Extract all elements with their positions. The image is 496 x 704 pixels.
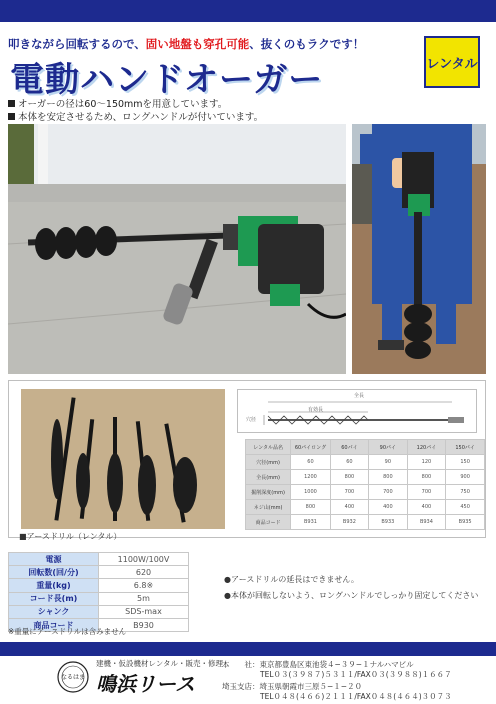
tagline-highlight: 固い地盤も穿孔可能 (145, 37, 250, 51)
table-cell: B932 (330, 515, 368, 530)
table-header-cell: 150パイ (446, 440, 485, 455)
table-cell: B933 (369, 515, 407, 530)
drill-bits-illustration (21, 389, 225, 529)
office-saitama (222, 682, 452, 702)
office-phone: TEL０３(３９８７)５３１１/FAX０３(３９８８)１６６７ (260, 670, 452, 679)
table-cell: 800 (330, 470, 368, 485)
company-name: 鳴浜リース (96, 672, 195, 696)
table-header-cell: 120パイ (407, 440, 446, 455)
table-row (246, 485, 485, 500)
spec-row (9, 579, 189, 592)
square-bullet-icon (8, 100, 15, 107)
spec-value: 620 (99, 566, 189, 579)
table-header-cell: レンタル品名 (246, 440, 291, 455)
usage-notes (224, 572, 478, 604)
table-cell: 400 (330, 500, 368, 515)
worker-photo (352, 124, 486, 374)
table-row (246, 500, 485, 515)
spec-value: B930 (99, 618, 189, 631)
product-photo-auger (8, 124, 346, 374)
spec-value: 5m (99, 592, 189, 605)
table-cell: 900 (446, 470, 485, 485)
table-cell: 60 (291, 455, 330, 470)
footer-color-band (0, 642, 496, 656)
drill-info-panel (8, 380, 486, 541)
spec-row (9, 605, 189, 618)
spec-key: 電源 (9, 553, 99, 566)
rental-badge: レンタル (424, 36, 480, 88)
table-cell: 400 (407, 500, 446, 515)
row-label: 商品コード (246, 515, 291, 530)
diameter-label: 穴径 (246, 417, 257, 423)
row-label: 掘削深度(mm) (246, 485, 291, 500)
office-label: 本 社： (222, 660, 260, 669)
logo-text: なるはま (60, 674, 85, 681)
row-label: ネジ山(mm) (246, 500, 291, 515)
table-cell: 800 (291, 500, 330, 515)
bullet-text: 本体を安定させるため、ロングハンドルが付いています。 (18, 112, 264, 123)
row-label: 全長(mm) (246, 470, 291, 485)
row-label: 穴径(mm) (246, 455, 291, 470)
spec-row (9, 592, 189, 605)
feature-bullets (8, 98, 263, 124)
top-color-band (0, 0, 496, 22)
table-header-row (246, 440, 485, 455)
table-header-cell: 90パイ (369, 440, 407, 455)
tagline-part-2: 、抜くのもラクです！ (249, 37, 365, 51)
table-cell: 1200 (291, 470, 330, 485)
table-cell: 60 (330, 455, 368, 470)
bullet-item (8, 98, 263, 111)
worker-illustration (352, 124, 486, 374)
table-cell: 800 (407, 470, 446, 485)
earth-drill-photo (21, 389, 225, 529)
note-text: アースドリルの延長はできません。 (230, 575, 359, 584)
table-cell: 450 (446, 500, 485, 515)
office-address: 埼玉県朝霞市三原５−１−２０ (259, 682, 363, 691)
table-cell: 120 (407, 455, 446, 470)
tagline-part-1: 叩きながら回転するので、 (8, 37, 146, 51)
spec-key: 回転数(回/分) (9, 566, 99, 579)
table-cell: B935 (446, 515, 485, 530)
note-item: ●アースドリルの延長はできません。 (224, 575, 359, 584)
table-cell: 400 (369, 500, 407, 515)
table-cell: 700 (369, 485, 407, 500)
note-item: ●本体が回転しないよう、ロングハンドルでしっかり固定してください (224, 591, 479, 600)
main-spec-table (8, 552, 189, 632)
table-cell: B934 (407, 515, 446, 530)
table-row (246, 470, 485, 485)
spec-key: シャンク (9, 605, 99, 618)
office-phone: TEL０４８(４６６)２１１１/FAX０４８(４６４)３０７３ (260, 692, 452, 701)
spec-value: 6.8※ (99, 579, 189, 592)
bullet-item (8, 111, 263, 124)
drill-caption: ■アースドリル（レンタル） (19, 532, 122, 541)
table-row (246, 455, 485, 470)
table-cell: 700 (330, 485, 368, 500)
spec-key: 商品コード (9, 618, 99, 631)
auger-illustration (8, 124, 346, 374)
rental-spec-table (245, 439, 485, 530)
company-footer (0, 658, 496, 704)
auger-dimension-diagram (237, 389, 477, 433)
table-cell: 150 (446, 455, 485, 470)
table-cell: 1000 (291, 485, 330, 500)
effective-length-label: 有効長 (308, 407, 324, 413)
headline-tagline (8, 36, 364, 52)
drill-caption-text: アースドリル（レンタル） (26, 532, 122, 541)
total-length-label: 全長 (354, 393, 365, 399)
spec-row (9, 553, 189, 566)
spec-footnote: ※重量にアースドリルは含みません (8, 627, 127, 636)
office-head (222, 660, 452, 680)
spec-value: SDS-max (99, 605, 189, 618)
table-cell: 800 (369, 470, 407, 485)
spec-key: 重量(kg) (9, 579, 99, 592)
company-tagline: 建機・仮設機材レンタル・販売・修理 (96, 659, 224, 668)
spec-row (9, 566, 189, 579)
bullet-text: オーガーの径は60〜150mmを用意しています。 (18, 99, 228, 110)
page-title: 電動ハンドオーガー (10, 60, 324, 100)
table-header-cell: 60パイ (330, 440, 368, 455)
table-cell: B931 (291, 515, 330, 530)
note-text: 本体が回転しないよう、ロングハンドルでしっかり固定してください (230, 591, 479, 600)
spec-value: 1100W/100V (99, 553, 189, 566)
table-header-cell: 60パイロング (291, 440, 330, 455)
table-cell: 750 (446, 485, 485, 500)
table-cell: 90 (369, 455, 407, 470)
table-cell: 700 (407, 485, 446, 500)
office-label: 埼玉支店： (222, 682, 260, 691)
spec-key: コード長(m) (9, 592, 99, 605)
table-row (246, 515, 485, 530)
office-address: 東京都豊島区東池袋４−３９−１ナルハマビル (259, 660, 414, 669)
square-bullet-icon (8, 113, 15, 120)
